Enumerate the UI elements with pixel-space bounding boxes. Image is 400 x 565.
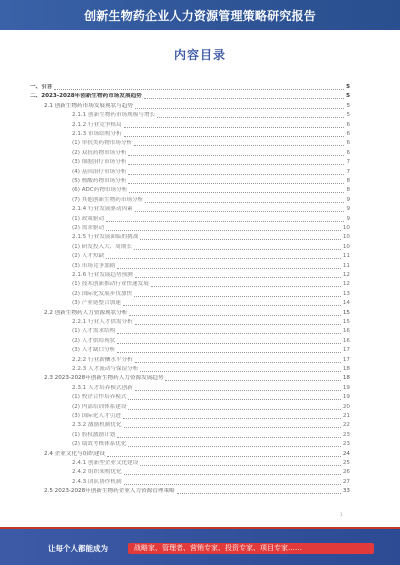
- toc-entry-page: 5: [346, 93, 350, 100]
- toc-entry-page: 33: [342, 488, 350, 495]
- toc-entry[interactable]: [72, 460, 350, 467]
- toc-entry-page: 25: [342, 460, 350, 466]
- header-banner: [0, 0, 400, 30]
- toc-entry-page: 21: [342, 413, 350, 419]
- toc-leader-dots: [140, 239, 341, 240]
- toc-entry-page: 18: [342, 375, 350, 382]
- toc-leader-dots: [134, 296, 341, 297]
- toc-entry-page: 12: [342, 281, 350, 288]
- toc-leader-dots: [135, 390, 341, 391]
- toc-entry-page: 26: [342, 469, 350, 476]
- toc-entry-page: 13: [342, 290, 350, 297]
- toc-leader-dots: [128, 446, 340, 447]
- toc-entry-page: 24: [342, 450, 350, 457]
- toc-leader-dots: [117, 268, 341, 269]
- toc-entry[interactable]: [72, 385, 350, 392]
- toc-leader-dots: [117, 333, 341, 334]
- toc-leader-dots: [54, 89, 344, 90]
- toc-leader-dots: [106, 221, 344, 222]
- toc-entry-title: (3) 细胞治疗市场分析: [72, 159, 127, 166]
- toc-entry-page: 6: [346, 149, 350, 156]
- toc-entry-page: 22: [342, 422, 350, 429]
- toc-leader-dots: [128, 399, 340, 400]
- toc-entry[interactable]: [72, 291, 350, 298]
- toc-entry-title: (7) 其他创新生物药市场分析: [72, 196, 144, 203]
- toc-leader-dots: [106, 258, 341, 259]
- report-title: 创新生物药企业人力资源管理策略研究报告: [84, 8, 316, 23]
- toc-entry-page: 12: [342, 272, 350, 278]
- toc-entry[interactable]: [72, 169, 350, 176]
- toc-entry-title: 2.4.3 团队协作机制: [72, 478, 122, 485]
- toc-entry-page: 10: [342, 225, 350, 231]
- toc-entry-title: (1) 股权激励计划: [72, 431, 116, 438]
- toc-entry-page: 8: [346, 178, 350, 184]
- toc-entry[interactable]: [72, 178, 350, 185]
- toc-entry-title: 2.2 创新生物药人力资源现状分析: [44, 309, 128, 316]
- toc-entry-title: (3) 国际化人才引进: [72, 413, 121, 419]
- toc-entry-page: 10: [342, 234, 350, 241]
- toc-entry[interactable]: [72, 187, 350, 194]
- toc-entry-title: 2.3 2023-2028年创新生物药人力资源发展趋势: [44, 375, 164, 382]
- toc-entry-title: 2.2.3 人才流动与保留分析: [72, 366, 139, 372]
- toc-entry-title: 2.3.2 激励机制优化: [72, 422, 122, 429]
- toc-entry-title: 2.1.5 行业发展面临的挑战: [72, 234, 139, 241]
- toc-entry[interactable]: [72, 413, 350, 420]
- toc-leader-dots: [117, 437, 341, 438]
- toc-entry[interactable]: [72, 404, 350, 411]
- toc-entry[interactable]: [44, 488, 350, 495]
- toc-leader-dots: [135, 362, 341, 363]
- toc-leader-dots: [157, 117, 344, 118]
- toc-entry-page: 19: [342, 384, 350, 391]
- toc-entry[interactable]: [72, 479, 350, 486]
- toc-leader-dots: [123, 418, 341, 419]
- toc-entry-title: (3) 产业链整合加速: [72, 300, 121, 307]
- toc-entry-title: (2) 双抗药物市场分析: [72, 149, 127, 156]
- toc-entry[interactable]: [30, 93, 350, 100]
- footer-slogan: 让每个人都能成为: [48, 544, 108, 553]
- toc-entry-page: 16: [342, 328, 350, 335]
- toc-entry-page: 9: [346, 215, 350, 222]
- toc-entry-page: 23: [342, 441, 350, 448]
- toc-entry[interactable]: [72, 131, 350, 138]
- toc-entry[interactable]: [44, 451, 350, 458]
- toc-entry-title: 2.1 创新生物药市场发展现状与趋势: [44, 102, 133, 109]
- toc-heading: 内容目录: [173, 48, 226, 62]
- toc-entry[interactable]: [72, 319, 350, 326]
- toc-leader-dots: [134, 249, 341, 250]
- toc-entry-title: (5) 核酸药物市场分析: [72, 178, 127, 184]
- toc-leader-dots: [140, 465, 341, 466]
- toc-entry[interactable]: [72, 159, 350, 166]
- toc-entry-title: 2.3.1 人才培养模式创新: [72, 384, 133, 391]
- toc-entry[interactable]: [72, 244, 350, 251]
- toc-entry-page: 19: [342, 394, 350, 401]
- toc-entry[interactable]: [72, 366, 350, 373]
- toc-leader-dots: [128, 409, 340, 410]
- toc-leader-dots: [135, 211, 345, 212]
- toc-leader-dots: [177, 493, 341, 494]
- toc-entry[interactable]: [72, 347, 350, 354]
- toc-entry[interactable]: [44, 103, 350, 110]
- toc-entry[interactable]: [72, 422, 350, 429]
- toc-leader-dots: [106, 230, 341, 231]
- toc-leader-dots: [107, 456, 341, 457]
- toc-entry-title: 2.1.4 行业发展驱动因素: [72, 206, 133, 213]
- toc-leader-dots: [135, 108, 344, 109]
- toc-entry-title: (2) 内部培训体系建设: [72, 403, 127, 410]
- toc-entry-title: 2.1.6 行业发展趋势预测: [72, 272, 133, 278]
- toc-entry-title: 一、引言: [30, 84, 53, 90]
- toc-entry-title: (2) 人才短缺: [72, 253, 105, 260]
- toc-entry[interactable]: [72, 328, 350, 335]
- toc-entry-page: 17: [342, 347, 350, 354]
- toc-leader-dots: [124, 127, 345, 128]
- toc-entry-title: 2.4.2 组织架构优化: [72, 469, 122, 476]
- toc-entry-page: 16: [342, 337, 350, 344]
- toc-entry-title: 2.4 企业文化与组织建设: [44, 450, 106, 457]
- toc-entry-page: 18: [342, 366, 350, 372]
- toc-leader-dots: [129, 192, 344, 193]
- toc-entry-page: 7: [346, 159, 350, 166]
- toc-entry[interactable]: [72, 469, 350, 476]
- page-number: 1: [340, 512, 343, 517]
- toc-entry-title: 2.1.3 市场结构分析: [72, 131, 122, 137]
- toc-entry-page: 27: [342, 478, 350, 485]
- toc-entry-page: 9: [346, 196, 350, 203]
- toc-entry-page: 10: [342, 243, 350, 250]
- toc-entry-title: (3) 人才缺口分析: [72, 347, 116, 354]
- toc-entry-title: (2) 人才供给现状: [72, 337, 116, 344]
- toc-leader-dots: [135, 324, 341, 325]
- toc-entry-page: 9: [346, 206, 350, 213]
- toc-entry[interactable]: [72, 263, 350, 270]
- toc-entry-title: 2.5 2023-2028年创新生物药企业人力资源管理策略: [44, 488, 175, 495]
- toc-entry-page: 5: [346, 102, 350, 109]
- toc-entry[interactable]: [72, 234, 350, 241]
- toc-entry-title: (4) 基因治疗市场分析: [72, 168, 127, 175]
- toc-entry-page: 20: [342, 403, 350, 410]
- toc-entry-title: (1) 单抗类药物市场分析: [72, 140, 133, 147]
- toc-entry[interactable]: [44, 375, 350, 382]
- toc-leader-dots: [117, 343, 341, 344]
- toc-entry[interactable]: [72, 112, 350, 119]
- toc-leader-dots: [128, 155, 344, 156]
- toc-leader-dots: [165, 380, 340, 381]
- toc-entry-page: 6: [346, 121, 350, 128]
- toc-leader-dots: [124, 484, 341, 485]
- toc-entry-page: 8: [346, 187, 350, 194]
- toc-entry-page: 15: [342, 309, 350, 316]
- toc-leader-dots: [128, 174, 344, 175]
- toc-entry-title: 二、2023-2028年创新生物药市场发展趋势: [30, 93, 142, 100]
- toc-entry-title: (2) 国际化发展步伐加快: [72, 290, 133, 297]
- footer-banner: [0, 529, 400, 565]
- toc-entry-page: 7: [346, 168, 350, 175]
- toc-entry-title: (6) ADC药物市场分析: [72, 187, 128, 194]
- toc-entry-page: 14: [342, 300, 350, 307]
- toc-leader-dots: [124, 427, 341, 428]
- toc-entry-page: 11: [342, 262, 350, 269]
- toc-entry-title: (1) 技术创新推动行业快速发展: [72, 281, 149, 288]
- toc-leader-dots: [117, 352, 341, 353]
- toc-entry-page: 5: [346, 112, 350, 119]
- table-of-contents: [0, 84, 400, 504]
- toc-entry[interactable]: [72, 300, 350, 307]
- toc-entry-title: (1) 研发投入大、周期长: [72, 243, 133, 250]
- toc-entry-page: 6: [346, 140, 350, 147]
- toc-entry-page: 17: [342, 356, 350, 363]
- toc-entry-page: 23: [342, 431, 350, 438]
- toc-leader-dots: [128, 164, 344, 165]
- toc-leader-dots: [151, 286, 341, 287]
- toc-entry-title: (1) 校企合作培养模式: [72, 394, 127, 401]
- toc-entry[interactable]: [72, 216, 350, 223]
- toc-entry[interactable]: [72, 225, 350, 232]
- toc-entry-page: 5: [346, 84, 350, 90]
- toc-entry-page: 6: [346, 131, 350, 137]
- toc-entry[interactable]: [30, 84, 350, 91]
- toc-entry-title: (3) 市场竞争加剧: [72, 262, 116, 269]
- toc-entry-title: (2) 绩效考核体系优化: [72, 441, 127, 448]
- toc-leader-dots: [135, 277, 341, 278]
- toc-leader-dots: [144, 98, 344, 99]
- toc-entry[interactable]: [72, 206, 350, 213]
- toc-entry-title: (1) 政策驱动: [72, 215, 105, 222]
- toc-entry[interactable]: [72, 357, 350, 364]
- toc-entry-title: (2) 需求驱动: [72, 225, 105, 231]
- toc-entry[interactable]: [72, 338, 350, 345]
- toc-entry-title: 2.1.1 创新生物药市场规模与增长: [72, 112, 156, 119]
- toc-entry[interactable]: [72, 272, 350, 279]
- toc-leader-dots: [124, 136, 345, 137]
- toc-entry[interactable]: [72, 441, 350, 448]
- toc-entry[interactable]: [72, 150, 350, 157]
- toc-entry[interactable]: [72, 122, 350, 129]
- toc-leader-dots: [134, 145, 344, 146]
- toc-entry[interactable]: [44, 310, 350, 317]
- toc-entry-title: 2.1.2 行业竞争格局: [72, 121, 122, 128]
- toc-entry[interactable]: [72, 281, 350, 288]
- toc-leader-dots: [124, 474, 341, 475]
- toc-leader-dots: [145, 202, 344, 203]
- toc-leader-dots: [123, 305, 341, 306]
- toc-entry-page: 11: [342, 253, 350, 260]
- toc-leader-dots: [129, 315, 340, 316]
- toc-entry[interactable]: [72, 197, 350, 204]
- toc-entry[interactable]: [72, 394, 350, 401]
- toc-entry-page: 15: [342, 319, 350, 325]
- footer-services: 战略家、管理者、营销专家、投资专家、项目专家……: [128, 543, 374, 554]
- toc-entry[interactable]: [72, 253, 350, 260]
- toc-entry[interactable]: [72, 140, 350, 147]
- toc-entry-title: 2.2.2 行业薪酬水平分析: [72, 356, 133, 363]
- toc-leader-dots: [128, 183, 344, 184]
- toc-entry-title: (1) 人才需求结构: [72, 328, 116, 335]
- toc-entry-title: 2.2.1 行业人才供需分析: [72, 319, 133, 325]
- toc-entry[interactable]: [72, 432, 350, 439]
- toc-entry-title: 2.4.1 创新型企业文化建设: [72, 460, 139, 466]
- toc-leader-dots: [140, 371, 341, 372]
